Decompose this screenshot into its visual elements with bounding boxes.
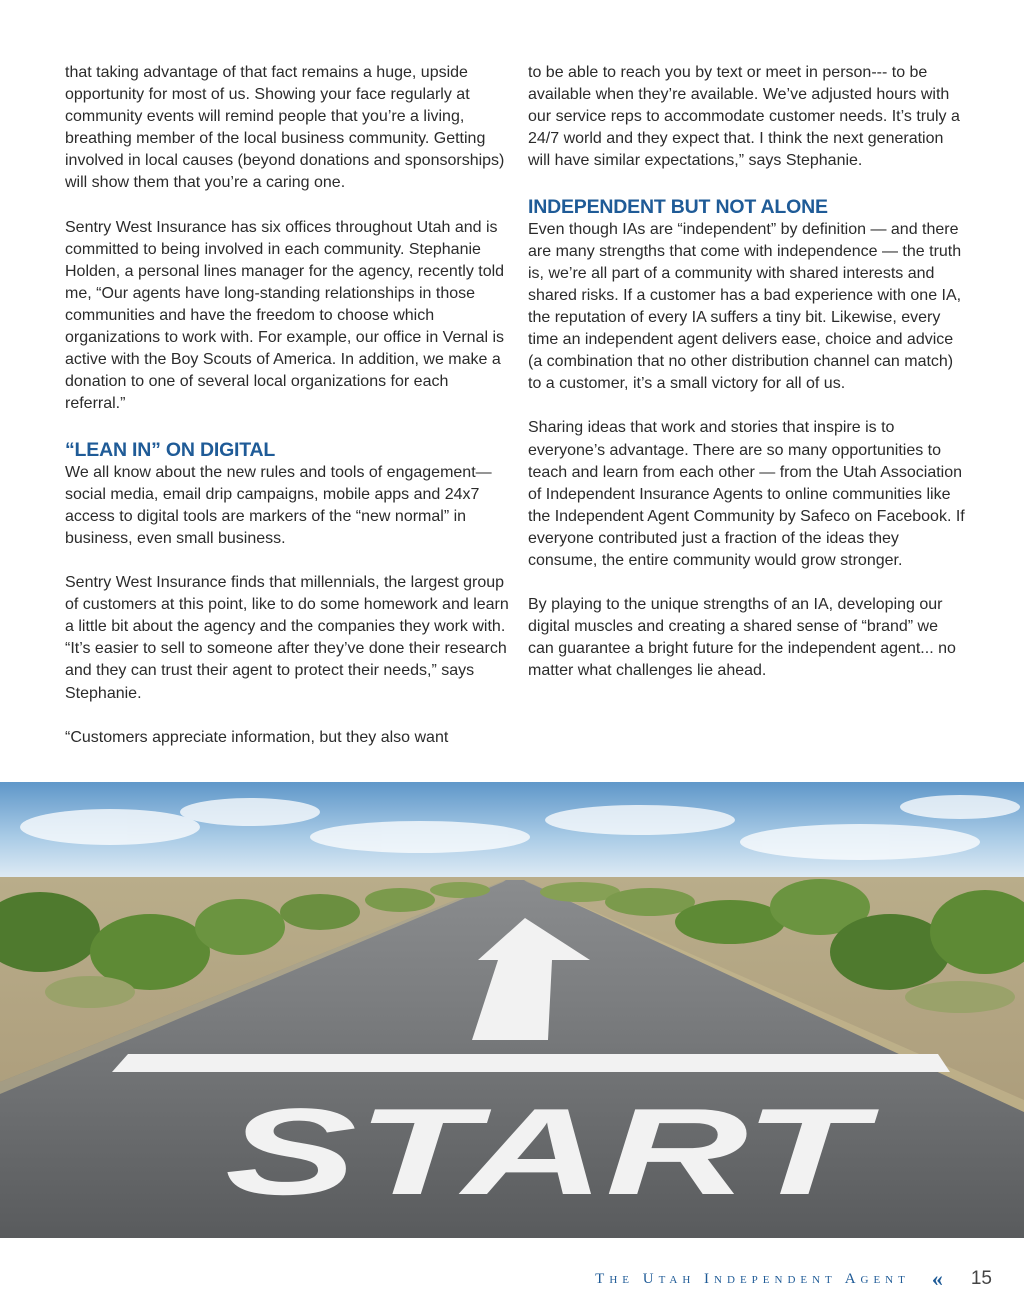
page-footer (595, 1268, 992, 1290)
left-paragraph-1: that taking advantage of that fact remains a huge, upside opportunity for most of us. Showing your face regularly at community events will remind people that you’re a living, breathing member of the local business community. Getting involved in local causes (beyond donations and sponsorships) will show them that you’re a caring one. (65, 64, 505, 192)
publication-title: The Utah Independent Agent (595, 1270, 910, 1287)
road-start-photo (0, 782, 1024, 1238)
right-paragraph-2: Even though IAs are “independent” by definition — and there are many strengths that come with independence — the truth is, we’re all part of a community with shared interests and shared risks. If a customer has a bad experience with one IA, the reputation of every IA suffers a tiny bit. Likewise, every time an independent agent delivers ease, choice and advice (a combination that no other distribution channel can match) to a customer, it’s a small victory for all of us. (528, 220, 962, 393)
chevron-left-icon: « (931, 1266, 943, 1291)
left-paragraph-5: “Customers appreciate information, but they also want (65, 728, 449, 746)
section-heading-lean-in: “LEAN IN” ON DIGITAL (65, 438, 276, 461)
start-line (112, 1054, 950, 1072)
right-paragraph-3: Sharing ideas that work and stories that inspire is to everyone’s advantage. There are so many opportunities to teach and learn from each other — from the Utah Association of Independent Insurance Agents to online communities like the Independent Agent Community by Safeco on Facebook. If everyone contributed just a fraction of the ideas they consume, the entire community would grow stronger. (528, 419, 965, 569)
right-column (528, 62, 966, 683)
left-column (65, 62, 510, 749)
page-number: 15 (970, 1268, 992, 1289)
left-paragraph-4: Sentry West Insurance finds that millennials, the largest group of customers at this point, like to do some homework and learn a little bit about the agency and the companies they work with. “It’s easier to sell to someone after they’ve done their research and they can trust their agent to protect their needs,” says Stephanie. (65, 574, 509, 702)
right-paragraph-4: By playing to the unique strengths of an IA, developing our digital muscles and creating a shared sense of “brand” we can guarantee a bright future for the independent agent... no matter what challenges lie ahead. (528, 596, 956, 680)
left-paragraph-3: We all know about the new rules and tools of engagement— social media, email drip campaigns, mobile apps and 24x7 access to digital tools are markers of the “new normal” in business, even small business. (65, 463, 492, 547)
section-heading-independent: INDEPENDENT BUT NOT ALONE (528, 195, 828, 218)
left-paragraph-2: Sentry West Insurance has six offices throughout Utah and is committed to being involved in each community. Stephanie Holden, a personal lines manager for the agency, recently told me, “Our agents have long-standing relationships in those communities and have the freedom to choose which organizations to work with. For example, our office in Vernal is active with the Boy Scouts of America. In addition, we make a donation to one of several local organizations for each referral.” (65, 218, 505, 413)
right-paragraph-1: to be able to reach you by text or meet in person--- to be available when they’re available. We’ve adjusted hours with our service reps to accommodate customer needs. It’s truly a 24/7 world and they expect that. I think the next generation will have similar expectations,” says Stephanie. (528, 64, 960, 170)
road-start-text: START (225, 1083, 880, 1221)
